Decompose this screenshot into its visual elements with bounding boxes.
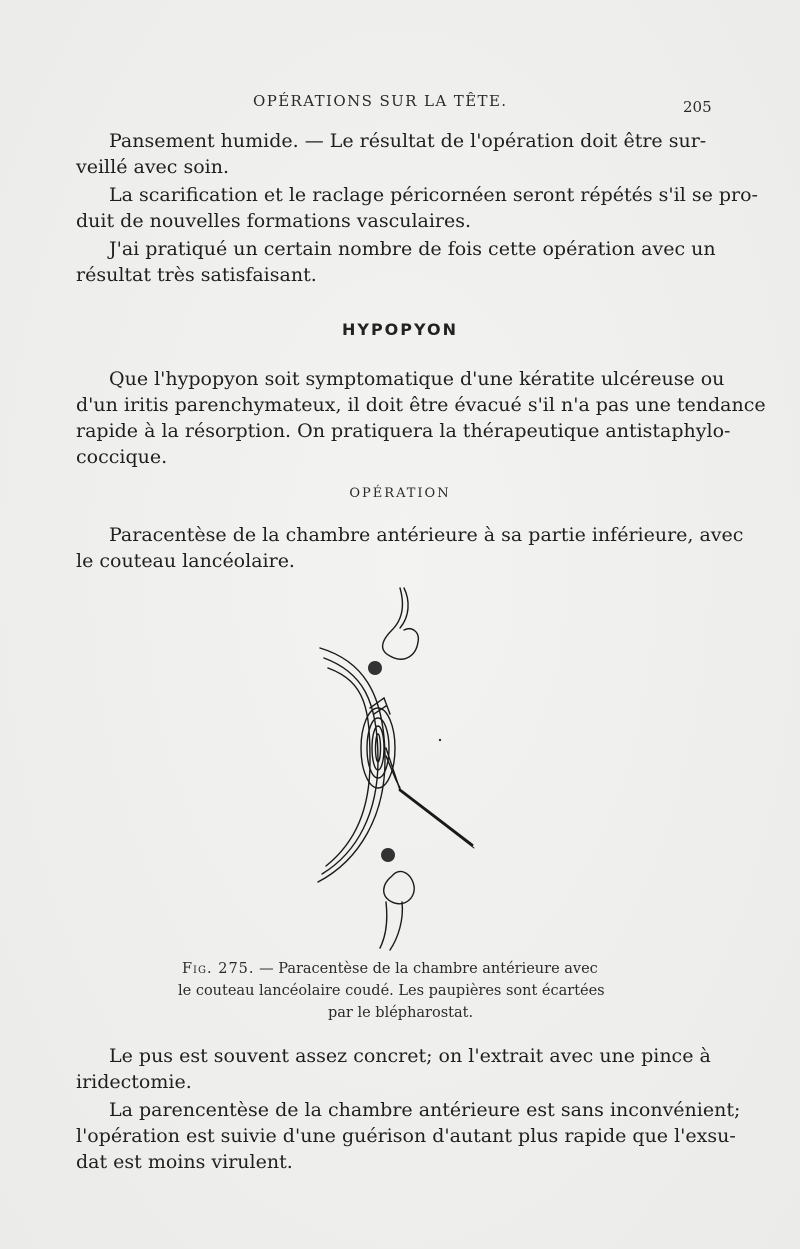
text-line: veillé avec soin. — [76, 156, 230, 178]
intro-paragraph-2 — [76, 182, 758, 234]
text-line: dat est moins virulent. — [76, 1151, 293, 1173]
text-line: La scarification et le raclage péricornéen seront répétés s'il se pro- — [109, 184, 758, 206]
page-number: 205 — [683, 98, 712, 116]
lower-cilia-dot — [381, 848, 395, 862]
text-line: iridectomie. — [76, 1071, 192, 1093]
running-head: OPÉRATIONS SUR LA TÊTE. — [253, 92, 508, 110]
text-line: La parencentèse de la chambre antérieure est sans inconvénient; — [109, 1099, 741, 1121]
caption-line — [178, 958, 628, 980]
text-line: rapide à la résorption. On pratiquera la thérapeutique antistaphylo- — [76, 420, 731, 442]
figure-caption — [178, 958, 628, 1024]
text-line: Que l'hypopyon soit symptomatique d'une kératite ulcéreuse ou — [109, 368, 725, 390]
text-line: résultat très satisfaisant. — [76, 264, 317, 286]
section-title: HYPOPYON — [341, 320, 459, 339]
text-line: l'opération est suivie d'une guérison d'autant plus rapide que l'exsu- — [76, 1125, 736, 1147]
text-line: coccique. — [76, 446, 168, 468]
text-line: d'un iritis parenchymateux, il doit être évacué s'il n'a pas une tendance — [76, 394, 766, 416]
lower-eyelid-outline — [384, 871, 414, 903]
text-line: J'ai pratiqué un certain nombre de fois cette opération avec un — [109, 238, 716, 260]
text-line: le couteau lancéolaire. — [76, 550, 295, 572]
intro-paragraph-3 — [76, 236, 716, 288]
caption-line: le couteau lancéolaire coudé. Les paupières sont écartées — [178, 983, 605, 999]
operation-paragraph — [76, 522, 744, 574]
intro-paragraph-1 — [76, 128, 716, 180]
figure-label: Fig. 275. — [182, 961, 255, 977]
hypopyon-paragraph — [76, 366, 766, 470]
caption-text: — Paracentèse de la chambre antérieure avec — [259, 961, 598, 977]
text-line: duit de nouvelles formations vasculaires. — [76, 210, 472, 232]
subsection-title: OPÉRATION — [349, 486, 451, 501]
lanceolate-knife-handle — [400, 790, 472, 845]
caption-line: par le blépharostat. — [328, 1005, 474, 1021]
text-line: Pansement humide. — Le résultat de l'opération doit être sur- — [109, 130, 707, 152]
eye-paracentesis-illustration — [300, 580, 500, 955]
closing-paragraph-1 — [76, 1043, 716, 1095]
upper-eyelid-outline — [383, 588, 419, 659]
upper-cilia-dot — [368, 661, 382, 675]
text-line: Paracentèse de la chambre antérieure à sa partie inférieure, avec — [109, 524, 744, 546]
text-line: Le pus est souvent assez concret; on l'extrait avec une pince à — [109, 1045, 711, 1067]
closing-paragraph-2 — [76, 1097, 741, 1175]
